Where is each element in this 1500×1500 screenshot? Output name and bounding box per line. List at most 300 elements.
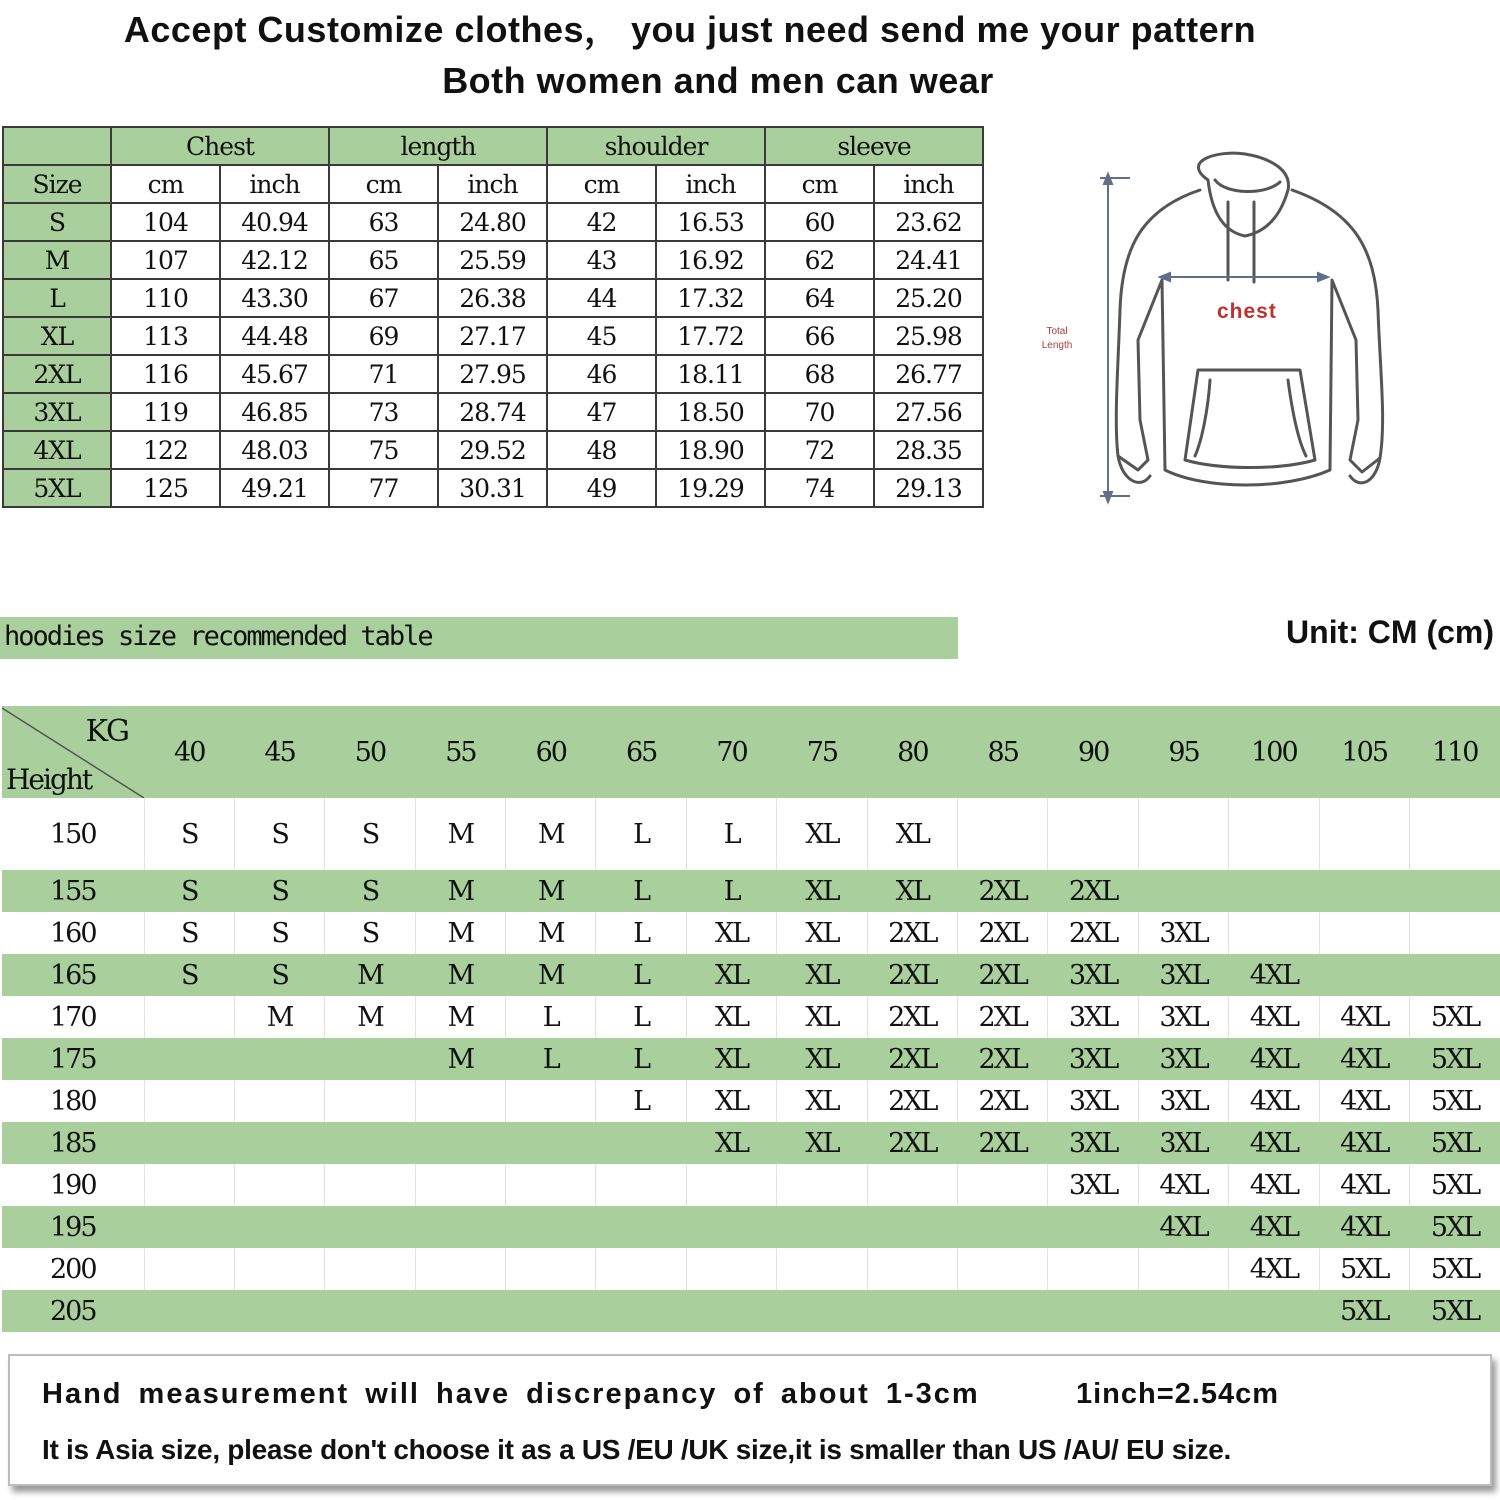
size-recommendation-cell: [958, 798, 1048, 870]
measure-cell: 119: [111, 393, 220, 431]
unit-label: Unit: CM (cm): [1286, 614, 1494, 650]
measure-cell: 29.13: [874, 469, 983, 507]
size-cell: M: [3, 241, 111, 279]
size-recommendation-cell: [506, 1290, 596, 1332]
height-cell: 175: [2, 1038, 144, 1080]
measure-cell: 18.11: [656, 355, 765, 393]
measure-cell: 27.17: [438, 317, 547, 355]
size-recommendation-cell: [234, 1248, 324, 1290]
size-recommendation-cell: [1048, 1290, 1138, 1332]
size-recommendation-cell: 5XL: [1409, 1122, 1500, 1164]
headline-custom: Accept Customize clothes， you just need send me your pattern: [123, 9, 1257, 50]
size-recommendation-cell: 2XL: [958, 1080, 1048, 1122]
size-recommendation-cell: [596, 1164, 686, 1206]
size-recommendation-cell: [234, 1164, 324, 1206]
measure-cell: 60: [765, 203, 874, 241]
measure-cell: 26.77: [874, 355, 983, 393]
size-recommendation-cell: [596, 1206, 686, 1248]
size-label: Size: [3, 165, 111, 203]
size-cell: L: [3, 279, 111, 317]
size-recommendation-cell: [415, 1248, 505, 1290]
measure-cell: 24.41: [874, 241, 983, 279]
measure-cell: 66: [765, 317, 874, 355]
measure-cell: 43.30: [220, 279, 329, 317]
measure-cell: 77: [329, 469, 438, 507]
size-recommendation-cell: [596, 1248, 686, 1290]
size-recommendation-cell: 3XL: [1048, 996, 1138, 1038]
size-recommendation-cell: M: [415, 954, 505, 996]
size-recommendation-cell: [234, 1122, 324, 1164]
measure-cell: 65: [329, 241, 438, 279]
height-row: [2, 798, 1500, 870]
size-recommendation-cell: [415, 1164, 505, 1206]
size-recommendation-cell: 4XL: [1229, 996, 1319, 1038]
size-recommendation-cell: [596, 1290, 686, 1332]
size-recommendation-cell: [415, 1290, 505, 1332]
size-recommendation-cell: 3XL: [1048, 1038, 1138, 1080]
measure-cell: 26.38: [438, 279, 547, 317]
size-recommendation-cell: M: [506, 912, 596, 954]
size-recommendation-cell: [958, 1206, 1048, 1248]
weight-header: 105: [1319, 706, 1409, 798]
measure-cell: 43: [547, 241, 656, 279]
size-recommendation-cell: 4XL: [1229, 1164, 1319, 1206]
weight-header: 70: [686, 706, 776, 798]
size-recommendation-cell: [144, 996, 234, 1038]
asia-size-note: It is Asia size, please don't choose it as a US /EU /UK size,it is smaller than US /AU/ EU size.: [42, 1434, 1231, 1465]
measure-cell: 17.72: [656, 317, 765, 355]
size-recommendation-cell: L: [596, 798, 686, 870]
measure-cell: 25.59: [438, 241, 547, 279]
size-recommendation-cell: [777, 1206, 867, 1248]
size-recommendation-cell: S: [325, 798, 415, 870]
size-recommendation-cell: [1138, 1290, 1228, 1332]
size-row: [3, 355, 983, 393]
recommend-table: [2, 706, 1500, 1332]
size-recommendation-cell: 3XL: [1138, 1038, 1228, 1080]
size-recommendation-cell: [1319, 954, 1409, 996]
size-recommendation-cell: [1319, 798, 1409, 870]
unit-header: cm: [329, 165, 438, 203]
height-cell: 180: [2, 1080, 144, 1122]
weight-header: 110: [1409, 706, 1500, 798]
size-recommendation-cell: [144, 1080, 234, 1122]
measure-cell: 49: [547, 469, 656, 507]
size-recommendation-cell: [325, 1164, 415, 1206]
size-recommendation-cell: [325, 1038, 415, 1080]
size-recommendation-cell: S: [234, 912, 324, 954]
size-recommendation-cell: L: [686, 798, 776, 870]
size-recommendation-cell: [144, 1248, 234, 1290]
measure-cell: 17.32: [656, 279, 765, 317]
size-recommendation-cell: XL: [777, 1080, 867, 1122]
group-shoulder: shoulder: [547, 127, 765, 165]
size-recommendation-cell: [1048, 798, 1138, 870]
group-sleeve: sleeve: [765, 127, 983, 165]
measure-cell: 75: [329, 431, 438, 469]
size-recommendation-cell: [686, 1206, 776, 1248]
size-recommendation-cell: L: [506, 996, 596, 1038]
size-row: [3, 203, 983, 241]
size-recommendation-cell: 3XL: [1048, 954, 1138, 996]
size-recommendation-cell: [958, 1248, 1048, 1290]
size-recommendation-cell: [325, 1122, 415, 1164]
height-cell: 190: [2, 1164, 144, 1206]
size-recommendation-cell: S: [325, 870, 415, 912]
size-recommendation-cell: [506, 1248, 596, 1290]
size-recommendation-cell: 4XL: [1319, 1164, 1409, 1206]
height-row: [2, 996, 1500, 1038]
size-recommendation-cell: [1048, 1248, 1138, 1290]
measure-cell: 49.21: [220, 469, 329, 507]
size-recommendation-cell: M: [415, 1038, 505, 1080]
size-recommendation-cell: 4XL: [1229, 1248, 1319, 1290]
size-recommendation-cell: [867, 1206, 957, 1248]
size-recommendation-cell: S: [144, 798, 234, 870]
size-recommendation-cell: 4XL: [1229, 1122, 1319, 1164]
measure-cell: 27.56: [874, 393, 983, 431]
size-recommendation-cell: M: [234, 996, 324, 1038]
height-row: [2, 1080, 1500, 1122]
size-recommendation-cell: 4XL: [1319, 1080, 1409, 1122]
size-recommendation-cell: [415, 1122, 505, 1164]
size-recommendation-cell: [325, 1290, 415, 1332]
unit-header: inch: [220, 165, 329, 203]
measure-cell: 62: [765, 241, 874, 279]
weight-header: 100: [1229, 706, 1319, 798]
size-recommendation-cell: [686, 1248, 776, 1290]
height-row: [2, 1290, 1500, 1332]
size-recommendation-cell: M: [506, 870, 596, 912]
size-recommendation-cell: L: [506, 1038, 596, 1080]
size-recommendation-cell: [686, 1164, 776, 1206]
hoodie-diagram: [1030, 140, 1410, 510]
size-recommendation-cell: 5XL: [1409, 1164, 1500, 1206]
size-recommendation-cell: L: [596, 912, 686, 954]
size-recommendation-cell: [686, 1290, 776, 1332]
size-recommendation-cell: 5XL: [1409, 1080, 1500, 1122]
size-recommendation-cell: 2XL: [867, 954, 957, 996]
size-recommendation-cell: XL: [686, 1122, 776, 1164]
size-recommendation-cell: 2XL: [867, 912, 957, 954]
measure-cell: 48: [547, 431, 656, 469]
weight-header: 95: [1138, 706, 1228, 798]
size-recommendation-cell: 3XL: [1138, 912, 1228, 954]
size-recommendation-cell: [234, 1080, 324, 1122]
inch-conversion: 1inch=2.54cm: [1076, 1378, 1280, 1410]
size-recommendation-cell: [506, 1122, 596, 1164]
size-recommendation-cell: [1319, 870, 1409, 912]
size-recommendation-cell: [1229, 798, 1319, 870]
size-recommendation-cell: [1229, 870, 1319, 912]
chest-label: chest: [1217, 300, 1277, 323]
measure-cell: 27.95: [438, 355, 547, 393]
size-recommendation-cell: [777, 1290, 867, 1332]
size-row: [3, 431, 983, 469]
weight-header: 75: [777, 706, 867, 798]
size-recommendation-cell: S: [234, 954, 324, 996]
size-recommendation-cell: XL: [867, 870, 957, 912]
measure-cell: 48.03: [220, 431, 329, 469]
measure-cell: 125: [111, 469, 220, 507]
size-cell: 2XL: [3, 355, 111, 393]
measure-cell: 28.74: [438, 393, 547, 431]
size-recommendation-cell: 5XL: [1409, 1248, 1500, 1290]
unit-header: cm: [765, 165, 874, 203]
size-recommendation-cell: [234, 1038, 324, 1080]
size-recommendation-cell: L: [596, 1080, 686, 1122]
size-recommendation-cell: [1138, 870, 1228, 912]
size-recommendation-cell: 3XL: [1138, 1080, 1228, 1122]
measure-cell: 45: [547, 317, 656, 355]
size-recommendation-cell: 5XL: [1409, 1290, 1500, 1332]
size-recommendation-cell: [325, 1080, 415, 1122]
size-recommendation-cell: XL: [686, 1038, 776, 1080]
measure-cell: 24.80: [438, 203, 547, 241]
measure-cell: 116: [111, 355, 220, 393]
size-recommendation-cell: 5XL: [1409, 1206, 1500, 1248]
kg-height-corner: [2, 706, 144, 798]
height-label: Height: [6, 763, 92, 796]
weight-header: 90: [1048, 706, 1138, 798]
height-row: [2, 954, 1500, 996]
height-cell: 205: [2, 1290, 144, 1332]
measure-cell: 73: [329, 393, 438, 431]
size-recommendation-cell: [1409, 870, 1500, 912]
size-recommendation-cell: [777, 1248, 867, 1290]
recommend-banner-text: hoodies size recommended table: [4, 621, 432, 652]
size-recommendation-cell: XL: [777, 1038, 867, 1080]
size-recommendation-cell: 4XL: [1319, 1206, 1409, 1248]
measure-cell: 44.48: [220, 317, 329, 355]
size-recommendation-cell: [1138, 798, 1228, 870]
size-recommendation-cell: 2XL: [1048, 912, 1138, 954]
size-recommendation-cell: XL: [686, 912, 776, 954]
size-recommendation-cell: [325, 1206, 415, 1248]
height-cell: 200: [2, 1248, 144, 1290]
measure-cell: 104: [111, 203, 220, 241]
measure-cell: 64: [765, 279, 874, 317]
weight-header-row: [2, 706, 1500, 798]
height-cell: 155: [2, 870, 144, 912]
size-recommendation-cell: S: [234, 870, 324, 912]
size-recommendation-cell: 2XL: [958, 954, 1048, 996]
measure-cell: 42.12: [220, 241, 329, 279]
group-chest: Chest: [111, 127, 329, 165]
measure-cell: 110: [111, 279, 220, 317]
size-recommendation-cell: [234, 1206, 324, 1248]
notes-box: [8, 1354, 1492, 1486]
size-recommendation-cell: [144, 1038, 234, 1080]
unit-header: cm: [111, 165, 220, 203]
size-recommendation-cell: [867, 1290, 957, 1332]
size-recommendation-cell: [1229, 912, 1319, 954]
size-recommendation-cell: 5XL: [1409, 1038, 1500, 1080]
size-recommendation-cell: XL: [777, 912, 867, 954]
measure-cell: 63: [329, 203, 438, 241]
height-row: [2, 1248, 1500, 1290]
measure-cell: 44: [547, 279, 656, 317]
size-recommendation-cell: L: [596, 996, 686, 1038]
measure-cell: 30.31: [438, 469, 547, 507]
weight-header: 55: [415, 706, 505, 798]
size-recommendation-cell: 5XL: [1319, 1248, 1409, 1290]
hoodie-outline-icon: [1030, 140, 1410, 510]
size-recommendation-cell: M: [325, 954, 415, 996]
size-recommendation-cell: [234, 1290, 324, 1332]
size-recommendation-cell: [777, 1164, 867, 1206]
measure-cell: 16.53: [656, 203, 765, 241]
height-row: [2, 1038, 1500, 1080]
size-cell: XL: [3, 317, 111, 355]
size-recommendation-cell: XL: [686, 954, 776, 996]
headline-unisex: Both women and men can wear: [442, 60, 994, 101]
size-recommendation-cell: S: [325, 912, 415, 954]
size-recommendation-cell: 3XL: [1048, 1164, 1138, 1206]
measure-cell: 23.62: [874, 203, 983, 241]
size-recommendation-cell: 4XL: [1319, 1122, 1409, 1164]
size-recommendation-cell: L: [596, 870, 686, 912]
measure-cell: 25.98: [874, 317, 983, 355]
size-row: [3, 393, 983, 431]
measure-cell: 69: [329, 317, 438, 355]
size-row: [3, 317, 983, 355]
weight-header: 45: [234, 706, 324, 798]
size-recommendation-cell: XL: [686, 1080, 776, 1122]
kg-label: KG: [85, 714, 128, 749]
measure-cell: 28.35: [874, 431, 983, 469]
unit-header: inch: [438, 165, 547, 203]
measure-cell: 19.29: [656, 469, 765, 507]
size-recommendation-cell: M: [325, 996, 415, 1038]
size-cell: S: [3, 203, 111, 241]
size-recommendation-cell: [1319, 912, 1409, 954]
group-length: length: [329, 127, 547, 165]
size-recommendation-cell: XL: [777, 954, 867, 996]
height-row: [2, 1122, 1500, 1164]
measure-cell: 42: [547, 203, 656, 241]
height-row: [2, 1206, 1500, 1248]
size-recommendation-cell: S: [144, 912, 234, 954]
size-recommendation-cell: M: [415, 798, 505, 870]
size-recommendation-cell: 4XL: [1138, 1164, 1228, 1206]
size-recommendation-cell: [958, 1290, 1048, 1332]
size-recommendation-cell: [415, 1080, 505, 1122]
size-recommendation-cell: [325, 1248, 415, 1290]
size-recommendation-cell: [144, 1290, 234, 1332]
size-recommendation-cell: XL: [777, 870, 867, 912]
height-cell: 150: [2, 798, 144, 870]
measure-cell: 40.94: [220, 203, 329, 241]
size-recommendation-cell: M: [415, 912, 505, 954]
size-recommendation-cell: [144, 1122, 234, 1164]
size-recommendation-cell: 5XL: [1409, 996, 1500, 1038]
size-recommendation-cell: [506, 1080, 596, 1122]
height-cell: 195: [2, 1206, 144, 1248]
length-label-top: Total: [1046, 326, 1068, 337]
size-recommendation-cell: 4XL: [1319, 1038, 1409, 1080]
measure-cell: 18.90: [656, 431, 765, 469]
size-recommendation-cell: [1229, 1290, 1319, 1332]
size-recommendation-cell: 2XL: [867, 1038, 957, 1080]
size-recommendation-cell: L: [596, 1038, 686, 1080]
size-recommendation-cell: [867, 1248, 957, 1290]
size-cell: 3XL: [3, 393, 111, 431]
measure-cell: 122: [111, 431, 220, 469]
measure-cell: 18.50: [656, 393, 765, 431]
size-cell: 5XL: [3, 469, 111, 507]
size-recommendation-cell: XL: [777, 1122, 867, 1164]
length-label-bottom: Length: [1041, 340, 1073, 351]
size-recommendation-cell: [144, 1164, 234, 1206]
size-recommendation-cell: M: [506, 954, 596, 996]
recommend-banner: [0, 617, 958, 659]
size-recommendation-cell: 2XL: [1048, 870, 1138, 912]
size-recommendation-cell: [144, 1206, 234, 1248]
size-recommendation-cell: 2XL: [867, 1080, 957, 1122]
height-cell: 160: [2, 912, 144, 954]
weight-header: 60: [506, 706, 596, 798]
unit-header: inch: [656, 165, 765, 203]
measure-cell: 46: [547, 355, 656, 393]
weight-header: 65: [596, 706, 686, 798]
size-recommendation-cell: [1409, 954, 1500, 996]
weight-header: 40: [144, 706, 234, 798]
size-recommendation-cell: 4XL: [1229, 954, 1319, 996]
size-recommendation-cell: 3XL: [1138, 1122, 1228, 1164]
size-recommendation-cell: [506, 1206, 596, 1248]
size-chart-unit-row: [3, 165, 983, 203]
size-recommendation-cell: 2XL: [958, 996, 1048, 1038]
measure-cell: 68: [765, 355, 874, 393]
size-chart-group-row: [3, 127, 983, 165]
measure-cell: 71: [329, 355, 438, 393]
size-recommendation-cell: 4XL: [1229, 1080, 1319, 1122]
height-cell: 170: [2, 996, 144, 1038]
height-cell: 185: [2, 1122, 144, 1164]
height-cell: 165: [2, 954, 144, 996]
size-recommendation-cell: XL: [867, 798, 957, 870]
size-recommendation-cell: 3XL: [1138, 996, 1228, 1038]
size-recommendation-cell: XL: [777, 996, 867, 1038]
measure-cell: 45.67: [220, 355, 329, 393]
size-recommendation-cell: 2XL: [958, 912, 1048, 954]
size-recommendation-cell: S: [144, 954, 234, 996]
measure-cell: 29.52: [438, 431, 547, 469]
size-recommendation-cell: [596, 1122, 686, 1164]
size-recommendation-cell: 3XL: [1138, 954, 1228, 996]
height-row: [2, 1164, 1500, 1206]
measure-cell: 46.85: [220, 393, 329, 431]
size-recommendation-cell: [1138, 1248, 1228, 1290]
size-cell: 4XL: [3, 431, 111, 469]
size-recommendation-cell: [958, 1164, 1048, 1206]
size-row: [3, 279, 983, 317]
size-recommendation-cell: [1048, 1206, 1138, 1248]
measure-cell: 47: [547, 393, 656, 431]
size-recommendation-cell: 4XL: [1229, 1038, 1319, 1080]
size-recommendation-cell: 3XL: [1048, 1122, 1138, 1164]
size-recommendation-cell: [1409, 798, 1500, 870]
size-recommendation-cell: [867, 1164, 957, 1206]
size-recommendation-cell: M: [506, 798, 596, 870]
measure-cell: 107: [111, 241, 220, 279]
measure-cell: 70: [765, 393, 874, 431]
measure-cell: 72: [765, 431, 874, 469]
size-row: [3, 241, 983, 279]
size-recommendation-cell: 4XL: [1319, 996, 1409, 1038]
measure-cell: 74: [765, 469, 874, 507]
